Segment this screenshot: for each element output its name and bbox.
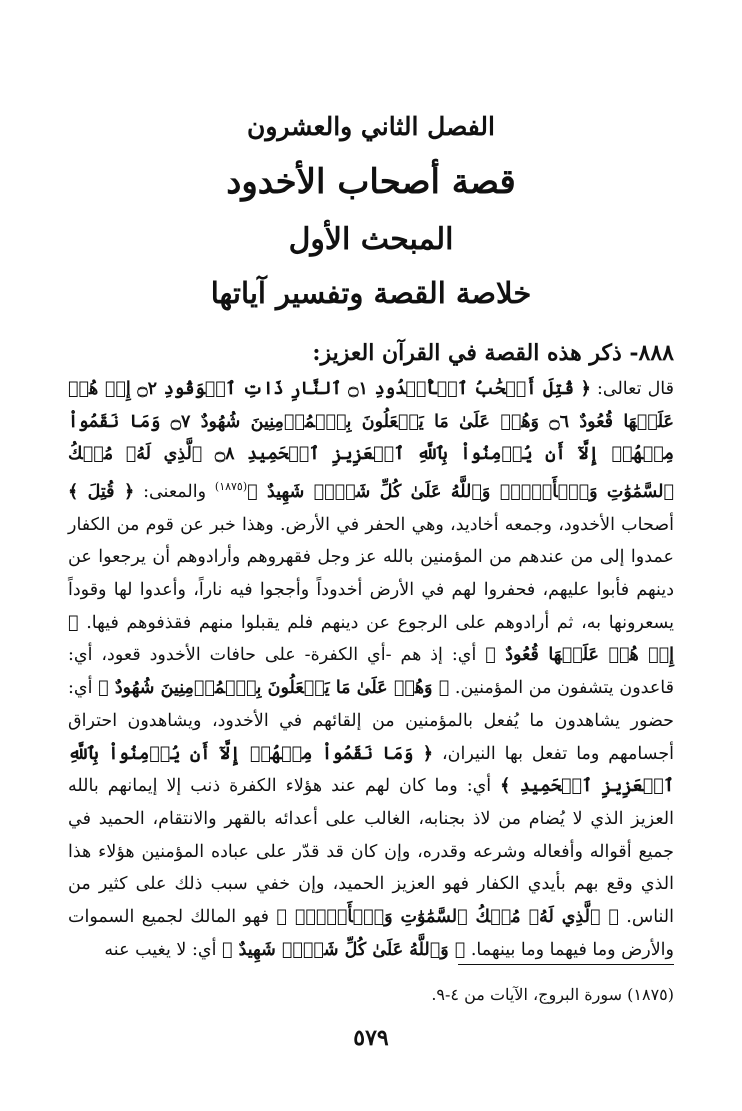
quran-verse: ﴿ وَٱللَّهُ عَلَىٰ كُلِّ شَيۡءٖ شَهِيدٌ ﴾: [222, 939, 466, 960]
text-segment: فهو المالك لجميع السموات والأرض وما فيهما وما بينهما.: [68, 907, 674, 960]
text-segment: قال تعالى:: [590, 379, 674, 399]
footnote-reference: (١٨٧٥): [214, 480, 248, 494]
section-title: المبحث الأول: [288, 222, 454, 257]
text-segment: والمعنى:: [134, 481, 215, 502]
text-segment: أي: وما كان لهم عند هؤلاء الكفرة ذنب إلا إيمانهم بالله العزيز الذي لا يُضام من لاذ بجنابه، الغالب على أعدائه بالقهر والانتقام، الحميد في جميع أقواله وأفعاله وشرعه وقدره، وإن كان قد قدّر على عباده المؤمنين هؤلاء هذا الذي وقع بهم بأيدي الكفار فهو العزيز الحميد، وإن خفي سبب ذلك على كثير من الناس.: [68, 776, 674, 928]
quran-verse: ﴿ وَهُمۡ عَلَىٰ مَا يَفۡعَلُونَ بِٱلۡمُؤۡمِنِينَ شُهُودٌ ﴾: [98, 678, 450, 699]
text-segment: أي: إذ هم -أي الكفرة- على حافات الأخدود قعود، أي: قاعدون يتشفون من المؤمنين.: [68, 645, 674, 699]
text-segment: أصحاب الأخدود، وجمعه أخاديد، وهي الحفر في الأرض. وهذا خبر عن قوم من الكفار عمدوا إلى من عندهم من المؤمنين بالله عز وجل فقهروهم وأرادوهم أن يرجعوا عن دينهم فأبوا عليهم، فحفروا لهم في الأرض أخدوداً وأججوا فيه ناراً، وأعدوا لها وقوداً يسعرونها به، ثم أرادوهم على الرجوع عن دينهم فلم يقبلوا منهم فقذفوهم فيها.: [68, 514, 674, 633]
story-title: قصة أصحاب الأخدود: [226, 162, 516, 202]
text-segment: أي: لا يغيب عنه: [104, 939, 222, 960]
subsection-title: خلاصة القصة وتفسير آياتها: [210, 276, 532, 310]
page-number: ٥٧٩: [353, 1025, 389, 1051]
paragraph-heading: ٨٨٨- ذكر هذه القصة في القرآن العزيز:: [312, 340, 674, 366]
footnote-divider: [458, 964, 674, 965]
quran-verse: ﴿ قُتِلَ أَصۡحَٰبُ ٱلۡأُخۡدُودِ ۝١ ٱلنَّارِ ذَاتِ ٱلۡوَقُودِ ۝٢ إِذۡ هُمۡ عَلَيۡهَا قُعُودٌ ۝٦ وَهُمۡ عَلَىٰ مَا يَفۡعَلُونَ بِٱلۡمُؤۡمِنِينَ شُهُودٌ ۝٧ وَمَا نَقَمُواْ مِنۡهُمۡ إِلَّآ أَن يُؤۡمِنُواْ بِٱللَّهِ ٱلۡعَزِيزِ ٱلۡحَمِيدِ ۝٨ ٱلَّذِي لَهُۥ مُلۡكُ ٱلسَّمَٰوَٰتِ وَٱلۡأَرۡضِۚ وَٱللَّهُ عَلَىٰ كُلِّ شَيۡءٖ شَهِيدٌ ﴾: [68, 379, 675, 502]
body-text: [68, 373, 674, 966]
chapter-title: الفصل الثاني والعشرون: [247, 112, 495, 141]
quran-verse: ﴿ إِذۡ هُمۡ عَلَيۡهَا قُعُودٌ ﴾: [68, 612, 675, 666]
quran-verse: ﴿ قُتِلَ ﴾: [68, 481, 135, 502]
text-segment: أي: حضور يشاهدون ما يُفعل بالمؤمنين من إلقائهم في الأخدود، ويشاهدون احتراق أجسامهم وما تفعل بها النيران،: [68, 678, 674, 764]
quran-verse: ﴿ وَمَا نَقَمُواْ مِنۡهُمۡ إِلَّآ أَن يُؤۡمِنُواْ بِٱللَّهِ ٱلۡعَزِيزِ ٱلۡحَمِيدِ ﴾: [68, 743, 674, 797]
quran-verse: ﴿ ٱلَّذِي لَهُۥ مُلۡكُ ٱلسَّمَٰوَٰتِ وَٱلۡأَرۡضِۚ ﴾: [276, 907, 619, 928]
footnote: (١٨٧٥) سورة البروج، الآيات من ٤-٩.: [431, 985, 674, 1004]
